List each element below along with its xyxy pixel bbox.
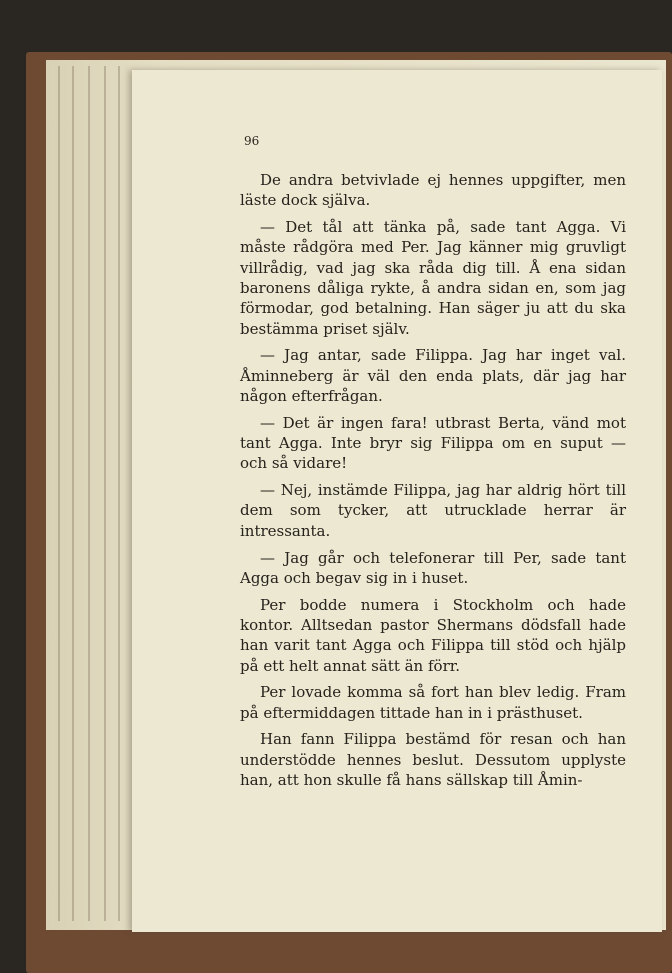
page-edge-line (88, 66, 90, 921)
page-edge-line (72, 66, 74, 921)
paragraph: — Jag går och telefonerar till Per, sade tant Agga och begav sig in i huset. (240, 548, 626, 587)
page-edge-line (118, 66, 120, 921)
paragraph: — Det är ingen fara! utbrast Berta, vänd mot tant Agga. Inte bryr sig Filippa om en suput — och så vidare! (240, 413, 626, 473)
paragraph: Han fann Filippa bestämd för resan och han understödde hennes beslut. Dessutom upplyste han, att hon skulle få hans sällskap till Åmin- (240, 730, 626, 790)
paragraph: — Jag antar, sade Filippa. Jag har inget val. Åminneberg är väl den enda plats, där jag har någon efterfrågan. (240, 346, 626, 405)
paragraph: — Det tål att tänka på, sade tant Agga. Vi måste rådgöra med Per. Jag känner mig gruvligt villrådig, vad jag ska råda dig till. Å ena sidan baronens dåliga rykte, å andra sidan en, som jag förmodar, god betalning. Han säger ju att du ska bestämma priset själv. (240, 218, 626, 338)
page-text (240, 170, 626, 797)
paragraph: Per lovade komma så fort han blev ledig. Fram på eftermiddagen tittade han in i prästhuset. (240, 683, 626, 722)
paragraph: — Nej, instämde Filippa, jag har aldrig hört till dem som tycker, att utrucklade herrar är intressanta. (240, 481, 626, 540)
page-number: 96 (244, 134, 260, 148)
page-edge-line (104, 66, 106, 921)
page-edge-line (58, 66, 60, 921)
paragraph: De andra betvivlade ej hennes uppgifter, men läste dock själva. (240, 171, 626, 210)
paragraph: Per bodde numera i Stockholm och hade kontor. Alltsedan pastor Shermans dödsfall hade han varit tant Agga och Filippa till stöd och hjälp på ett helt annat sätt än förr. (240, 595, 626, 675)
